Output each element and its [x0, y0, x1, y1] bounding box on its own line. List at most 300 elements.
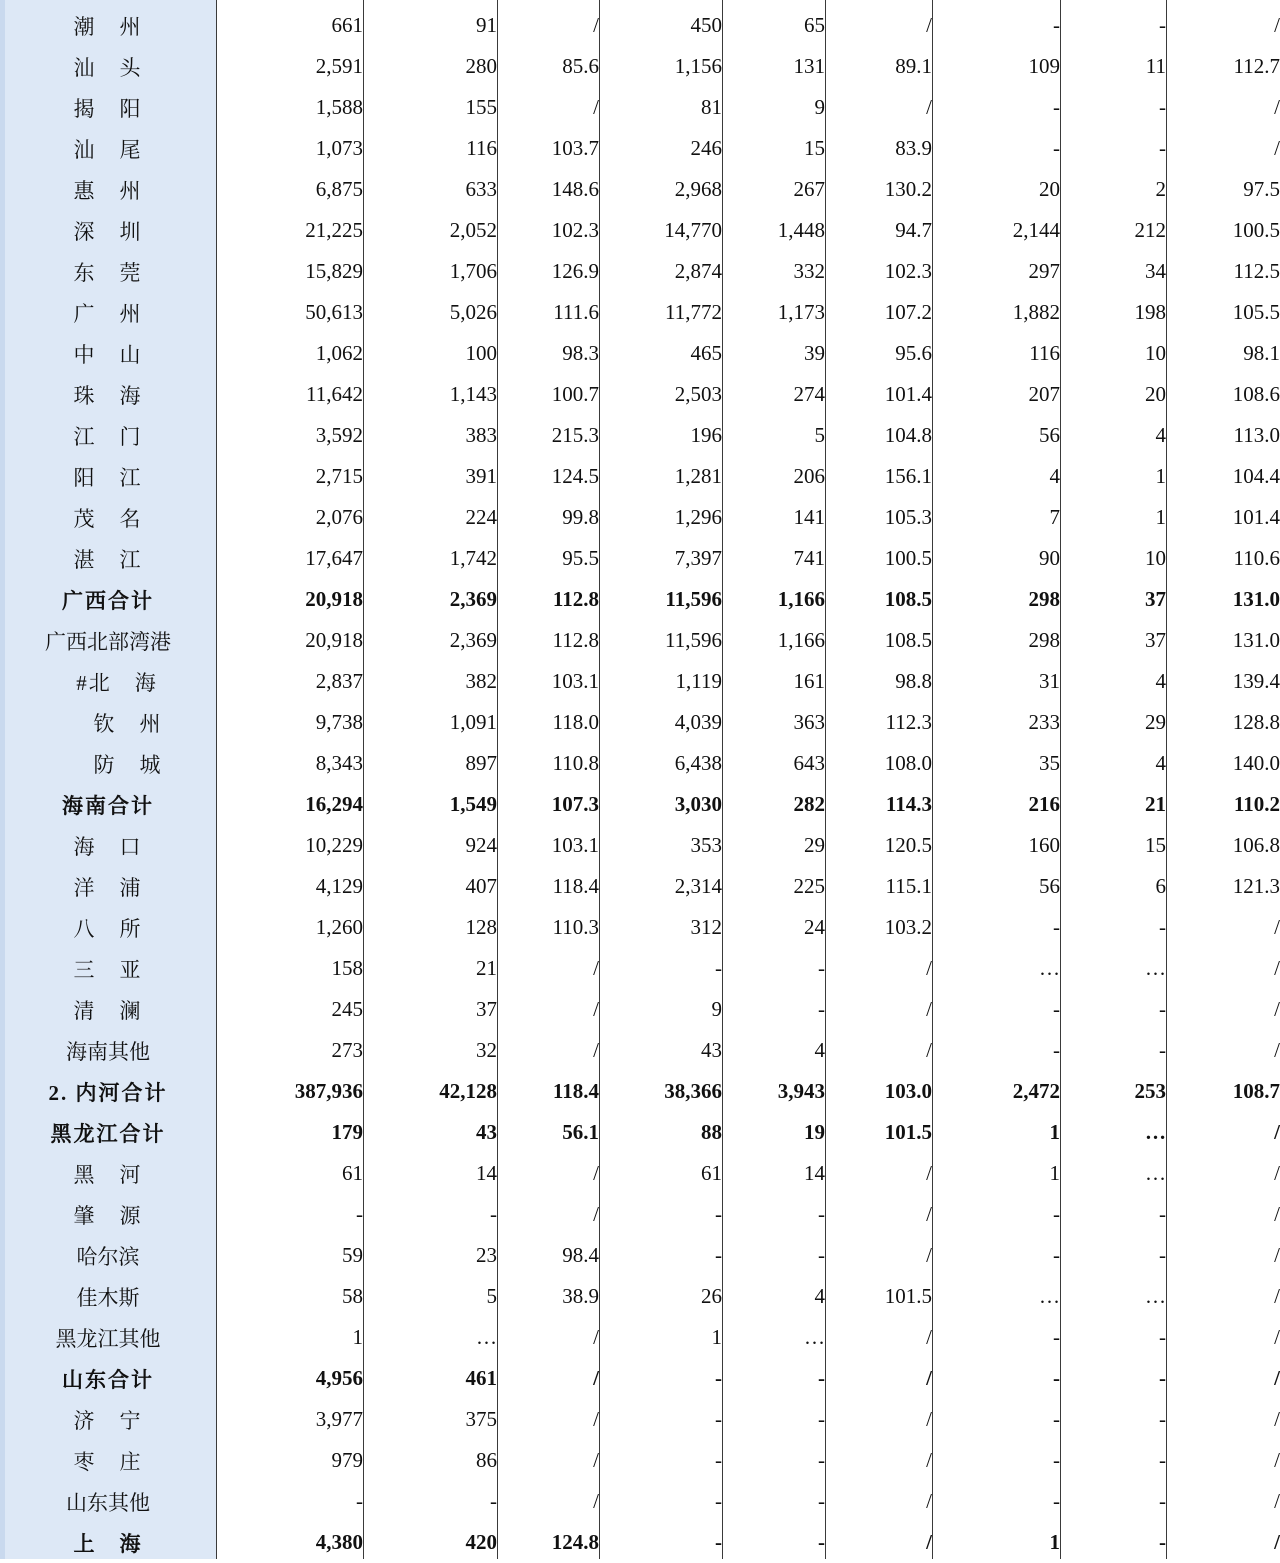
table-row — [0, 948, 1280, 989]
value-cell: / — [1274, 1161, 1280, 1185]
value-cell: / — [926, 1325, 932, 1349]
value-cell: 5 — [486, 1284, 497, 1308]
value-cell: 43 — [476, 1120, 497, 1144]
table-row-total — [0, 579, 1280, 620]
value-cell: 110.6 — [1233, 546, 1280, 570]
value-cell: / — [593, 1161, 599, 1185]
table-row — [0, 620, 1280, 661]
value-cell: - — [818, 956, 825, 980]
value-cell: / — [1274, 915, 1280, 939]
value-cell: / — [926, 997, 932, 1021]
value-cell: 21 — [476, 956, 497, 980]
value-cell: 273 — [331, 1038, 363, 1062]
value-cell: - — [1053, 915, 1060, 939]
value-cell: 1,143 — [449, 382, 497, 406]
value-cell: 131 — [793, 54, 825, 78]
value-cell: 110.2 — [1233, 792, 1280, 816]
value-cell: 16,294 — [305, 792, 363, 816]
port-name-cell: 海南其他 — [66, 1039, 150, 1064]
table-row-total — [0, 784, 1280, 825]
value-cell: 2,369 — [449, 587, 497, 611]
value-cell: 20 — [1039, 177, 1060, 201]
port-name-cell: 洋 浦 — [73, 875, 143, 900]
value-cell: 98.3 — [562, 341, 599, 365]
value-cell: 3,592 — [315, 423, 363, 447]
value-cell: 31 — [1039, 669, 1060, 693]
port-name-cell: 茂 名 — [73, 506, 143, 531]
value-cell: - — [715, 1407, 722, 1431]
table-row — [0, 866, 1280, 907]
value-cell: 2,874 — [674, 259, 722, 283]
value-cell: 103.2 — [884, 915, 932, 939]
value-cell: / — [593, 1489, 599, 1513]
port-name-cell: 中 山 — [73, 342, 143, 367]
value-cell: / — [593, 1325, 599, 1349]
value-cell: 3,977 — [315, 1407, 363, 1431]
value-cell: 407 — [465, 874, 497, 898]
value-cell: 2,715 — [315, 464, 363, 488]
value-cell: - — [1159, 1407, 1166, 1431]
value-cell: - — [1159, 1325, 1166, 1349]
value-cell: / — [1274, 136, 1280, 160]
table-body — [0, 5, 1280, 1563]
value-cell: - — [715, 1489, 722, 1513]
port-name-cell: 钦 州 — [93, 711, 163, 736]
value-cell: 128.8 — [1232, 710, 1280, 734]
value-cell: 112.8 — [552, 628, 599, 652]
port-name-cell: 深 圳 — [73, 219, 143, 244]
value-cell: / — [926, 1489, 932, 1513]
value-cell: 2 — [1155, 177, 1166, 201]
value-cell: 15 — [804, 136, 825, 160]
value-cell: / — [1274, 1202, 1280, 1226]
table-row — [0, 497, 1280, 538]
table-row — [0, 251, 1280, 292]
value-cell: 363 — [793, 710, 825, 734]
value-cell: 118.4 — [552, 874, 599, 898]
value-cell: 131.0 — [1232, 628, 1280, 652]
table-row — [0, 1030, 1280, 1071]
value-cell: 1,119 — [675, 669, 722, 693]
value-cell: 98.8 — [895, 669, 932, 693]
value-cell: / — [593, 1038, 599, 1062]
value-cell: 103.0 — [884, 1079, 932, 1103]
value-cell: 20,918 — [305, 587, 363, 611]
value-cell: 108.5 — [884, 587, 932, 611]
value-cell: 4,129 — [315, 874, 363, 898]
value-cell: 56 — [1039, 874, 1060, 898]
value-cell: 633 — [465, 177, 497, 201]
value-cell: 102.3 — [884, 259, 932, 283]
value-cell: 131.0 — [1232, 587, 1280, 611]
value-cell: 29 — [1145, 710, 1166, 734]
value-cell: - — [715, 1202, 722, 1226]
value-cell: 32 — [476, 1038, 497, 1062]
value-cell: 1,073 — [315, 136, 363, 160]
value-cell: - — [1053, 1448, 1060, 1472]
value-cell: 98.1 — [1243, 341, 1280, 365]
value-cell: 391 — [465, 464, 497, 488]
value-cell: - — [1053, 1325, 1060, 1349]
value-cell: 20 — [1145, 382, 1166, 406]
value-cell: / — [1274, 1038, 1280, 1062]
value-cell: - — [356, 1202, 363, 1226]
port-name-cell: 揭 阳 — [73, 96, 143, 121]
port-name-cell: 海南合计 — [62, 793, 154, 818]
value-cell: / — [593, 13, 599, 37]
value-cell: … — [1145, 956, 1166, 980]
port-throughput-table — [0, 5, 1280, 1563]
value-cell: 206 — [793, 464, 825, 488]
value-cell: 29 — [804, 833, 825, 857]
port-name-cell: 汕 尾 — [73, 137, 143, 162]
value-cell: 1,156 — [674, 54, 722, 78]
value-cell: 112.8 — [552, 587, 599, 611]
value-cell: 21,225 — [305, 218, 363, 242]
value-cell: 298 — [1028, 628, 1060, 652]
value-cell: 107.3 — [551, 792, 599, 816]
value-cell: 85.6 — [562, 54, 599, 78]
value-cell: 118.4 — [552, 1079, 599, 1103]
value-cell: 91 — [476, 13, 497, 37]
value-cell: 120.5 — [884, 833, 932, 857]
value-cell: 282 — [793, 792, 825, 816]
port-name-cell: 潮 州 — [73, 14, 143, 39]
value-cell: … — [1145, 1161, 1166, 1185]
value-cell: 81 — [701, 95, 722, 119]
value-cell: 15 — [1145, 833, 1166, 857]
value-cell: 1 — [1049, 1161, 1060, 1185]
value-cell: 26 — [701, 1284, 722, 1308]
port-name-cell: #北 海 — [76, 670, 158, 695]
value-cell: 2,076 — [315, 505, 363, 529]
value-cell: 124.8 — [551, 1530, 599, 1554]
value-cell: 332 — [793, 259, 825, 283]
table-row — [0, 1317, 1280, 1358]
value-cell: 3,030 — [674, 792, 722, 816]
value-cell: - — [1053, 136, 1060, 160]
value-cell: / — [593, 956, 599, 980]
value-cell: - — [818, 1366, 825, 1390]
value-cell: 38.9 — [562, 1284, 599, 1308]
value-cell: 121.3 — [1232, 874, 1280, 898]
value-cell: / — [926, 1038, 932, 1062]
value-cell: / — [1274, 1325, 1280, 1349]
value-cell: 7,397 — [674, 546, 722, 570]
value-cell: 420 — [465, 1530, 497, 1554]
value-cell: 9 — [814, 95, 825, 119]
value-cell: - — [1053, 1038, 1060, 1062]
value-cell: 6,438 — [674, 751, 722, 775]
port-name-cell: 山东合计 — [62, 1367, 154, 1392]
value-cell: / — [593, 95, 599, 119]
value-cell: / — [926, 1530, 932, 1554]
value-cell: 4 — [1155, 423, 1166, 447]
value-cell: 4 — [1155, 669, 1166, 693]
port-name-cell: 东 莞 — [73, 260, 143, 285]
table-row-total — [0, 1112, 1280, 1153]
value-cell: 128 — [465, 915, 497, 939]
value-cell: 37 — [476, 997, 497, 1021]
value-cell: - — [1053, 1202, 1060, 1226]
value-cell: 21 — [1145, 792, 1166, 816]
value-cell: 9 — [711, 997, 722, 1021]
table-row — [0, 333, 1280, 374]
value-cell: 61 — [701, 1161, 722, 1185]
value-cell: 34 — [1145, 259, 1166, 283]
value-cell: 1 — [1049, 1120, 1060, 1144]
value-cell: / — [926, 1161, 932, 1185]
value-cell: 95.5 — [562, 546, 599, 570]
value-cell: 101.5 — [884, 1284, 932, 1308]
value-cell: 11 — [1145, 54, 1166, 78]
value-cell: 1,882 — [1012, 300, 1060, 324]
port-name-cell: 广西北部湾港 — [45, 629, 171, 654]
table-row — [0, 1481, 1280, 1522]
value-cell: - — [818, 1530, 825, 1554]
value-cell: 179 — [331, 1120, 363, 1144]
value-cell: / — [593, 1366, 599, 1390]
value-cell: 465 — [690, 341, 722, 365]
value-cell: 225 — [793, 874, 825, 898]
value-cell: 233 — [1028, 710, 1060, 734]
value-cell: 207 — [1028, 382, 1060, 406]
value-cell: 382 — [465, 669, 497, 693]
value-cell: 42,128 — [439, 1079, 497, 1103]
value-cell: … — [476, 1325, 497, 1349]
value-cell: … — [1039, 1284, 1060, 1308]
port-name-cell: 八 所 — [73, 916, 143, 941]
table-row — [0, 292, 1280, 333]
value-cell: - — [715, 956, 722, 980]
value-cell: 116 — [1029, 341, 1060, 365]
value-cell: 383 — [465, 423, 497, 447]
table-row — [0, 456, 1280, 497]
value-cell: 1 — [1155, 464, 1166, 488]
value-cell: … — [1145, 1120, 1166, 1144]
value-cell: 39 — [804, 341, 825, 365]
value-cell: 100 — [465, 341, 497, 365]
value-cell: … — [1145, 1284, 1166, 1308]
port-name-cell: 海 口 — [73, 834, 143, 859]
value-cell: 1,742 — [449, 546, 497, 570]
value-cell: 1 — [352, 1325, 363, 1349]
value-cell: - — [1053, 1489, 1060, 1513]
value-cell: - — [1159, 1243, 1166, 1267]
value-cell: 9,738 — [315, 710, 363, 734]
table-row — [0, 1194, 1280, 1235]
value-cell: 1,281 — [674, 464, 722, 488]
value-cell: 23 — [476, 1243, 497, 1267]
table-row — [0, 128, 1280, 169]
value-cell: 4,956 — [315, 1366, 363, 1390]
value-cell: / — [593, 1202, 599, 1226]
value-cell: 924 — [465, 833, 497, 857]
value-cell: - — [490, 1202, 497, 1226]
value-cell: - — [1159, 13, 1166, 37]
value-cell: 1,706 — [449, 259, 497, 283]
value-cell: - — [818, 1407, 825, 1431]
value-cell: 1,062 — [315, 341, 363, 365]
value-cell: 2,144 — [1012, 218, 1060, 242]
value-cell: 741 — [793, 546, 825, 570]
value-cell: 280 — [465, 54, 497, 78]
value-cell: 10 — [1145, 546, 1166, 570]
value-cell: 2,314 — [674, 874, 722, 898]
value-cell: 1,166 — [777, 587, 825, 611]
value-cell: 130.2 — [884, 177, 932, 201]
value-cell: 6,875 — [315, 177, 363, 201]
value-cell: 58 — [342, 1284, 363, 1308]
value-cell: 3,943 — [777, 1079, 825, 1103]
value-cell: 101.5 — [884, 1120, 932, 1144]
value-cell: 216 — [1028, 792, 1060, 816]
value-cell: 107.2 — [884, 300, 932, 324]
table-row — [0, 374, 1280, 415]
value-cell: - — [818, 1243, 825, 1267]
value-cell: 100.7 — [551, 382, 599, 406]
value-cell: 59 — [342, 1243, 363, 1267]
value-cell: 4,039 — [674, 710, 722, 734]
port-name-cell: 2. 内河合计 — [48, 1080, 168, 1105]
value-cell: - — [1159, 1448, 1166, 1472]
value-cell: 1 — [1155, 505, 1166, 529]
value-cell: 5,026 — [449, 300, 497, 324]
value-cell: 4 — [814, 1284, 825, 1308]
value-cell: 56.1 — [562, 1120, 599, 1144]
table-row — [0, 1153, 1280, 1194]
value-cell: - — [1159, 1530, 1166, 1554]
table-row — [0, 702, 1280, 743]
value-cell: … — [804, 1325, 825, 1349]
table-row — [0, 661, 1280, 702]
value-cell: 14 — [476, 1161, 497, 1185]
port-name-cell: 枣 庄 — [73, 1449, 143, 1474]
value-cell: 156.1 — [884, 464, 932, 488]
value-cell: / — [1274, 1407, 1280, 1431]
value-cell: - — [1159, 1366, 1166, 1390]
value-cell: 158 — [331, 956, 363, 980]
value-cell: 2,837 — [315, 669, 363, 693]
table-row — [0, 210, 1280, 251]
value-cell: 6 — [1155, 874, 1166, 898]
value-cell: - — [1159, 997, 1166, 1021]
value-cell: 375 — [465, 1407, 497, 1431]
value-cell: 102.3 — [551, 218, 599, 242]
value-cell: 112.5 — [1233, 259, 1280, 283]
value-cell: - — [715, 1366, 722, 1390]
value-cell: - — [715, 1243, 722, 1267]
value-cell: - — [1053, 95, 1060, 119]
value-cell: - — [1159, 95, 1166, 119]
value-cell: 643 — [793, 751, 825, 775]
value-cell: 88 — [701, 1120, 722, 1144]
port-name-cell: 黑龙江合计 — [50, 1121, 166, 1146]
value-cell: 108.7 — [1232, 1079, 1280, 1103]
value-cell: 114.3 — [885, 792, 932, 816]
value-cell: / — [593, 1407, 599, 1431]
value-cell: / — [926, 956, 932, 980]
value-cell: 106.8 — [1232, 833, 1280, 857]
value-cell: 212 — [1134, 218, 1166, 242]
value-cell: 98.4 — [562, 1243, 599, 1267]
value-cell: 979 — [331, 1448, 363, 1472]
value-cell: 1,549 — [449, 792, 497, 816]
port-name-cell: 上 海 — [73, 1531, 143, 1556]
value-cell: 1,173 — [777, 300, 825, 324]
value-cell: 387,936 — [294, 1079, 363, 1103]
value-cell: / — [1274, 1366, 1280, 1390]
value-cell: 1,260 — [315, 915, 363, 939]
port-name-cell: 广西合计 — [62, 588, 154, 613]
value-cell: 10 — [1145, 341, 1166, 365]
value-cell: 110.8 — [552, 751, 599, 775]
value-cell: 38,366 — [664, 1079, 722, 1103]
value-cell: 267 — [793, 177, 825, 201]
table-row — [0, 1235, 1280, 1276]
value-cell: 11,596 — [665, 587, 722, 611]
value-cell: 108.6 — [1232, 382, 1280, 406]
value-cell: 198 — [1134, 300, 1166, 324]
value-cell: 103.1 — [551, 669, 599, 693]
value-cell: 61 — [342, 1161, 363, 1185]
value-cell: 7 — [1049, 505, 1060, 529]
value-cell: - — [1159, 1038, 1166, 1062]
value-cell: 19 — [804, 1120, 825, 1144]
value-cell: - — [1159, 1489, 1166, 1513]
value-cell: 24 — [804, 915, 825, 939]
port-name-cell: 汕 头 — [73, 55, 143, 80]
port-name-cell: 湛 江 — [73, 547, 143, 572]
value-cell: 140.0 — [1232, 751, 1280, 775]
table-row — [0, 1440, 1280, 1481]
value-cell: 116 — [466, 136, 497, 160]
value-cell: 11,642 — [306, 382, 363, 406]
value-cell: 353 — [690, 833, 722, 857]
port-name-cell: 广 州 — [73, 301, 143, 326]
value-cell: 1,091 — [449, 710, 497, 734]
value-cell: / — [926, 1202, 932, 1226]
value-cell: 37 — [1145, 587, 1166, 611]
value-cell: 124.5 — [551, 464, 599, 488]
value-cell: 103.7 — [551, 136, 599, 160]
value-cell: - — [818, 1202, 825, 1226]
value-cell: 4,380 — [315, 1530, 363, 1554]
value-cell: 14,770 — [664, 218, 722, 242]
value-cell: 90 — [1039, 546, 1060, 570]
value-cell: 215.3 — [551, 423, 599, 447]
value-cell: 5 — [814, 423, 825, 447]
value-cell: / — [1274, 997, 1280, 1021]
value-cell: - — [356, 1489, 363, 1513]
value-cell: - — [1053, 13, 1060, 37]
value-cell: 14 — [804, 1161, 825, 1185]
value-cell: / — [593, 1448, 599, 1472]
table-row — [0, 743, 1280, 784]
value-cell: 104.4 — [1232, 464, 1280, 488]
value-cell: 196 — [690, 423, 722, 447]
port-name-cell: 清 澜 — [73, 998, 143, 1023]
value-cell: 1 — [711, 1325, 722, 1349]
table-row — [0, 1276, 1280, 1317]
value-cell: / — [926, 95, 932, 119]
value-cell: - — [1159, 915, 1166, 939]
value-cell: 139.4 — [1232, 669, 1280, 693]
port-name-cell: 济 宁 — [73, 1408, 143, 1433]
value-cell: 1,296 — [674, 505, 722, 529]
value-cell: 155 — [465, 95, 497, 119]
port-name-cell: 黑龙江其他 — [55, 1326, 161, 1351]
